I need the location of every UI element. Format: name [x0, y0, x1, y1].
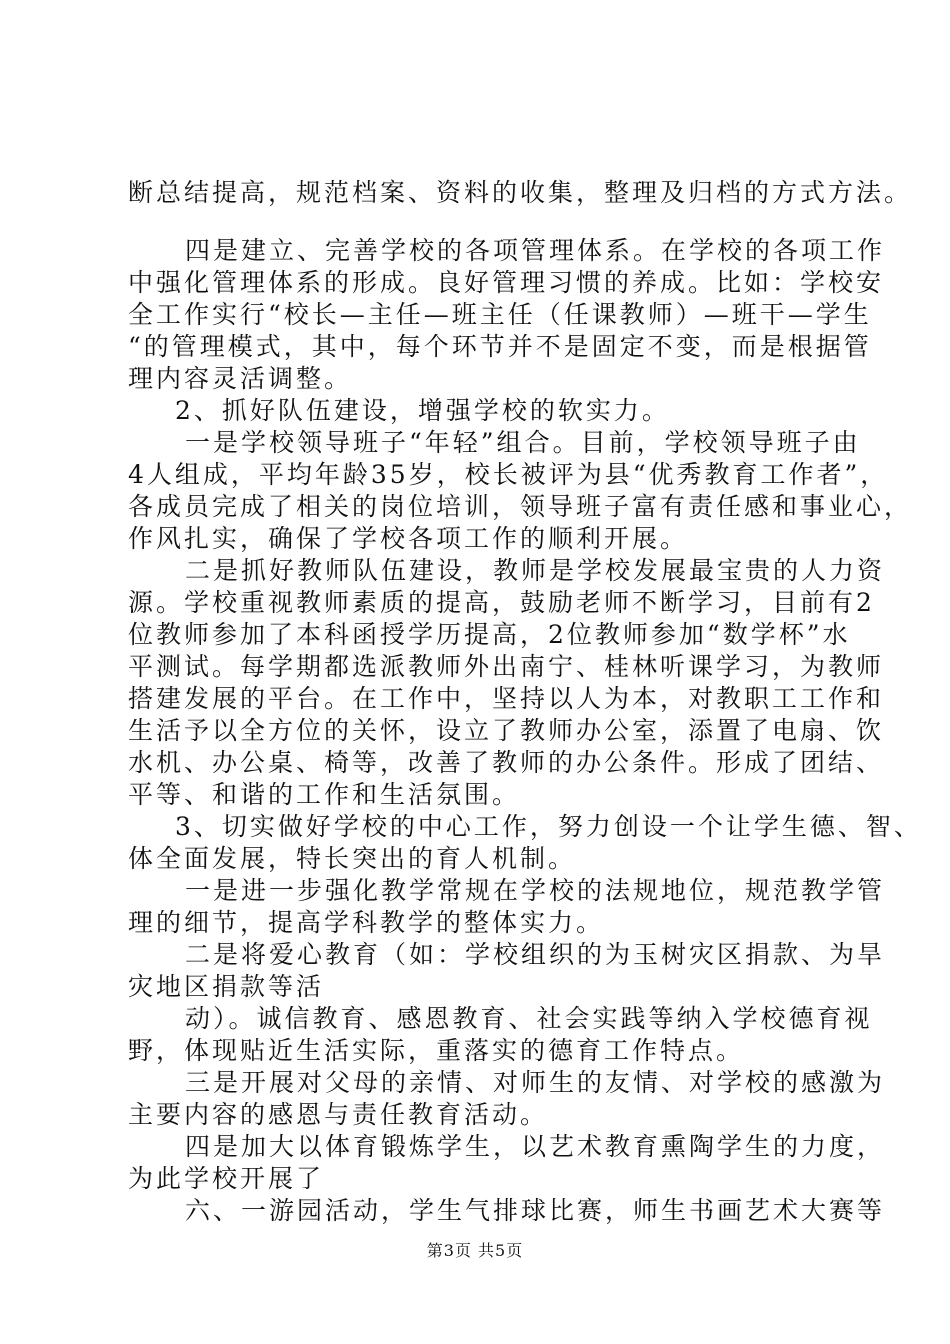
text-line: 作风扎实，确保了学校各项工作的顺利开展。 [128, 524, 689, 553]
text-line: 平等、和谐的工作和生活氛围。 [128, 780, 521, 809]
text-line: 4人组成，平均年龄35岁，校长被评为县“优秀教育工作者”， [128, 460, 889, 489]
text-line: 四是加大以体育锻炼学生，以艺术教育熏陶学生的力度， [185, 1132, 886, 1161]
text-line: 水机、办公桌、椅等，改善了教师的办公条件。形成了团结、 [128, 748, 885, 777]
page-footer: 第3页 共5页 [426, 1241, 524, 1260]
text-line: 各成员完成了相关的岗位培训，领导班子富有责任感和事业心， [128, 492, 913, 521]
text-line: 理内容灵活调整。 [128, 364, 353, 393]
text-line: 二是抓好教师队伍建设，教师是学校发展最宝贵的人力资 [185, 556, 886, 585]
text-line: 动）。诚信教育、感恩教育、社会实践等纳入学校德育视 [185, 1004, 873, 1033]
text-line: 一是学校领导班子“年轻”组合。目前，学校领导班子由 [185, 428, 861, 457]
text-line: 四是建立、完善学校的各项管理体系。在学校的各项工作 [185, 236, 886, 265]
section-heading: 2、抓好队伍建设，增强学校的软实力。 [175, 396, 670, 425]
text-line: 六、一游园活动，学生气排球比赛，师生书画艺术大赛等 [185, 1196, 886, 1225]
text-line: 主要内容的感恩与责任教育活动。 [128, 1100, 549, 1129]
text-line: 灾地区捐款等活 [128, 972, 325, 1001]
text-line: 位教师参加了本科函授学历提高，2位教师参加“数学杯”水 [128, 620, 851, 649]
text-line: 断总结提高，规范档案、资料的收集，整理及归档的方式方法。 [128, 178, 913, 207]
text-line: 平测试。每学期都选派教师外出南宁、桂林听课学习，为教师 [128, 652, 885, 681]
text-line: “的管理模式，其中，每个环节并不是固定不变，而是根据管 [128, 332, 872, 361]
text-line: 体全面发展，特长突出的育人机制。 [128, 844, 577, 873]
text-line: 二是将爱心教育（如：学校组织的为玉树灾区捐款、为旱 [185, 940, 886, 969]
text-line: 三是开展对父母的亲情、对师生的友情、对学校的感激为 [185, 1068, 886, 1097]
text-line: 全工作实行“校长—主任—班主任（任课教师）—班干—学生 [128, 300, 872, 329]
text-line: 源。学校重视教师素质的提高，鼓励老师不断学习，目前有2 [128, 588, 875, 617]
text-line: 中强化管理体系的形成。良好管理习惯的养成。比如：学校安 [128, 268, 885, 297]
text-line: 野，体现贴近生活实际，重落实的德育工作特点。 [128, 1036, 745, 1065]
section-heading: 3、切实做好学校的中心工作，努力创设一个让学生德、智、 [175, 812, 922, 841]
text-line: 为此学校开展了 [128, 1164, 325, 1193]
text-line: 一是进一步强化教学常规在学校的法规地位，规范教学管 [185, 876, 886, 905]
text-line: 理的细节，提高学科教学的整体实力。 [128, 908, 605, 937]
text-line: 搭建发展的平台。在工作中，坚持以人为本，对教职工工作和 [128, 684, 885, 713]
text-line: 生活予以全方位的关怀，设立了教师办公室，添置了电扇、饮 [128, 716, 885, 745]
